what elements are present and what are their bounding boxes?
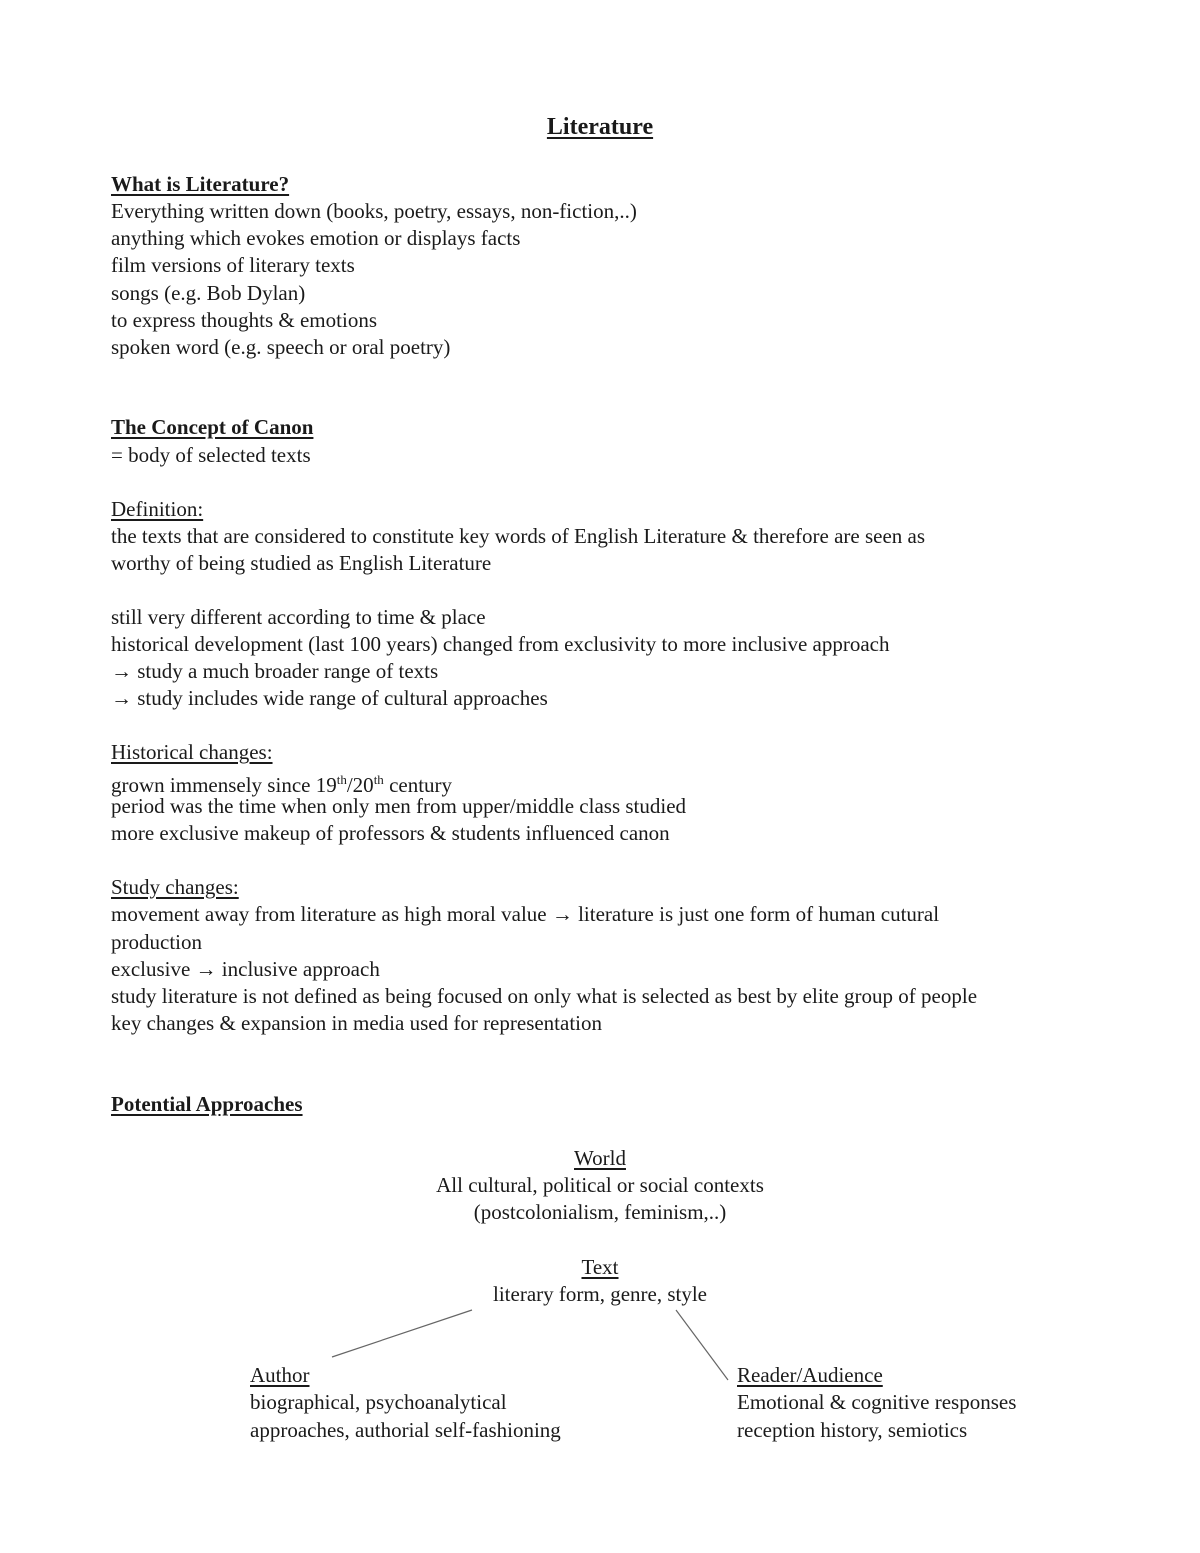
study-changes-label: Study changes: xyxy=(111,875,239,899)
study-line: key changes & expansion in media used for representation xyxy=(111,1011,603,1035)
list-item: spoken word (e.g. speech or oral poetry) xyxy=(111,335,451,359)
section-heading-concept-of-canon: The Concept of Canon xyxy=(111,415,314,439)
reader-audience-description: Emotional & cognitive responses xyxy=(737,1390,1017,1414)
canon-note: → study a much broader range of texts xyxy=(111,659,439,683)
text-label: Text xyxy=(581,1255,619,1279)
canon-summary: = body of selected texts xyxy=(111,443,311,467)
list-item: songs (e.g. Bob Dylan) xyxy=(111,281,306,305)
world-description: All cultural, political or social contexts xyxy=(436,1173,764,1197)
reader-audience-description: reception history, semiotics xyxy=(737,1418,968,1442)
canon-note: still very different according to time & place xyxy=(111,605,486,629)
text-description: literary form, genre, style xyxy=(493,1282,707,1306)
list-item: to express thoughts & emotions xyxy=(111,308,377,332)
historical-line: grown immensely since 19th/20th century xyxy=(111,772,453,797)
author-label: Author xyxy=(250,1363,310,1387)
canon-note: historical development (last 100 years) changed from exclusivity to more inclusive approach xyxy=(111,632,890,656)
definition-line: worthy of being studied as English Literature xyxy=(111,551,492,575)
historical-line: period was the time when only men from upper/middle class studied xyxy=(111,794,687,818)
author-description: biographical, psychoanalytical xyxy=(250,1390,507,1414)
list-item: anything which evokes emotion or displays facts xyxy=(111,226,521,250)
study-line: movement away from literature as high moral value → literature is just one form of human cutural xyxy=(111,902,940,926)
list-item: film versions of literary texts xyxy=(111,253,355,277)
list-item: Everything written down (books, poetry, essays, non-fiction,..) xyxy=(111,199,637,223)
world-description: (postcolonialism, feminism,..) xyxy=(473,1200,727,1224)
reader-connector-line xyxy=(676,1310,728,1380)
author-connector-line xyxy=(332,1310,472,1357)
definition-line: the texts that are considered to constitute key words of English Literature & therefore are seen as xyxy=(111,524,926,548)
historical-changes-label: Historical changes: xyxy=(111,740,273,764)
author-description: approaches, authorial self-fashioning xyxy=(250,1418,561,1442)
canon-note: → study includes wide range of cultural approaches xyxy=(111,686,548,710)
study-line: production xyxy=(111,930,202,954)
section-heading-potential-approaches: Potential Approaches xyxy=(111,1092,303,1116)
study-line: study literature is not defined as being focused on only what is selected as best by elite group of people xyxy=(111,984,978,1008)
study-line: exclusive → inclusive approach xyxy=(111,957,380,981)
reader-audience-label: Reader/Audience xyxy=(737,1363,883,1387)
definition-label: Definition: xyxy=(111,497,204,521)
world-label: World xyxy=(574,1146,626,1170)
section-heading-what-is-literature: What is Literature? xyxy=(111,172,290,196)
historical-line: more exclusive makeup of professors & students influenced canon xyxy=(111,821,670,845)
page-title: Literature xyxy=(546,114,654,140)
